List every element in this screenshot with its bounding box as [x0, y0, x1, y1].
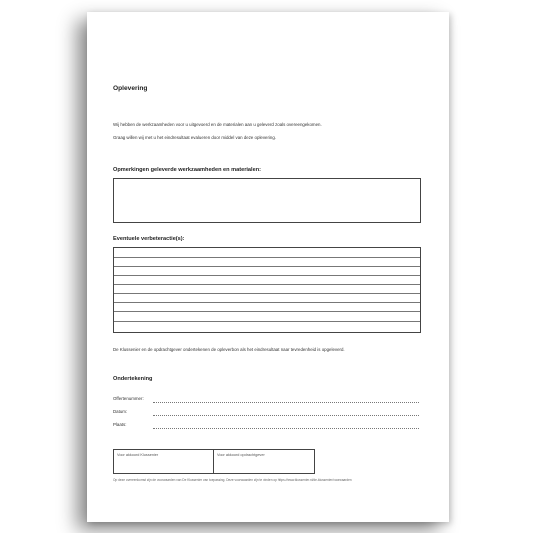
remarks-heading: Opmerkingen geleverde werkzaamheden en materialen:	[113, 167, 261, 173]
quote-number-field[interactable]	[113, 396, 419, 404]
ruled-line	[114, 321, 420, 322]
intro-line-2: Graag willen wij met u het eindresultaat evalueren door middel van deze oplevering.	[113, 135, 277, 140]
remarks-box[interactable]	[113, 178, 421, 223]
intro-line-1: Wij hebben de werkzaamheden voor u uitgevoerd en de materialen aan u geleverd zoals overeengekomen.	[113, 122, 322, 127]
document-page	[87, 12, 449, 522]
ruled-line	[114, 302, 420, 303]
signature-box-klussenier[interactable]	[113, 449, 214, 474]
dotted-line	[153, 415, 419, 416]
ruled-line	[114, 311, 420, 312]
footer-note: Op deze overeenkomst zijn de voorwaarden van De Klussenier van toepassing. Deze voorwaarden zijn te vinden op https://www.klussenier.nl/de-klussenier/voorwaarden	[113, 478, 352, 482]
improvements-box[interactable]	[113, 247, 421, 333]
agreement-note: De Klussenier en de opdrachtgever ondertekenen de opleverbon als het eindresultaat naar tevredenheid is opgeleverd.	[113, 347, 345, 352]
place-field[interactable]	[113, 422, 419, 430]
signature-heading: Ondertekening	[113, 376, 153, 382]
dotted-line	[153, 428, 419, 429]
field-label: Plaats:	[113, 422, 127, 427]
signature-box-client[interactable]	[213, 449, 315, 474]
field-label: Offertenummer:	[113, 396, 144, 401]
ruled-line	[114, 257, 420, 258]
dotted-line	[153, 402, 419, 403]
ruled-line	[114, 293, 420, 294]
ruled-line	[114, 275, 420, 276]
ruled-line	[114, 266, 420, 267]
signature-box-label: Voor akkoord Klussenier	[117, 453, 159, 457]
document-title: Oplevering	[113, 85, 148, 92]
signature-box-label: Voor akkoord opdrachtgever	[217, 453, 265, 457]
improvements-heading: Eventuele verbeteractie(s):	[113, 236, 185, 242]
field-label: Datum:	[113, 409, 128, 414]
date-field[interactable]	[113, 409, 419, 417]
ruled-line	[114, 284, 420, 285]
